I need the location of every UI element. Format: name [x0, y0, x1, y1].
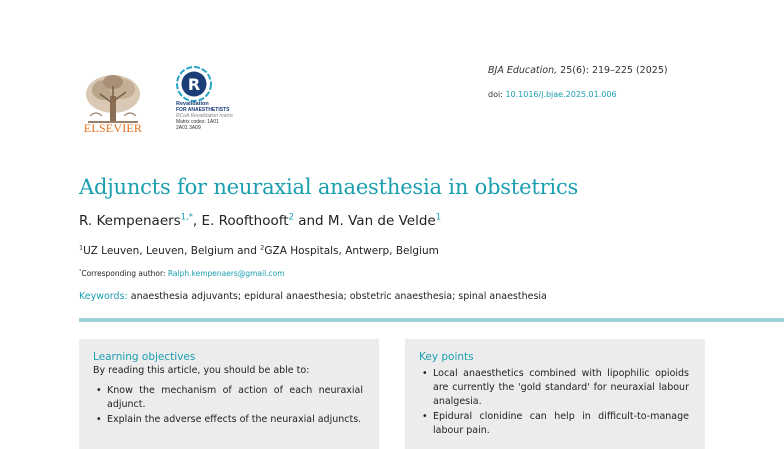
keywords-text: anaesthesia adjuvants; epidural anaesthesia; obstetric anaesthesia; spinal anaesthesia — [127, 291, 547, 302]
revalidation-line3: RCoA Revalidation matrix — [176, 113, 234, 119]
author-separator: and — [293, 213, 328, 229]
citation-details: 25(6): 219–225 (2025) — [557, 65, 668, 76]
revalidation-line5: 2A01 3A09 — [176, 125, 201, 131]
revalidation-line2: FOR ANAESTHETISTS — [176, 107, 230, 113]
learning-objectives-list — [93, 384, 363, 428]
revalidation-line4: Matrix codes: 1A01 — [176, 119, 219, 125]
author-list — [79, 213, 441, 229]
list-item: • Local anaesthetics combined with lipophilic opioids are currently the 'gold standard' for neuraxial labour analgesia. — [419, 367, 689, 409]
list-item: • Know the mechanism of action of each neuraxial adjunct. — [93, 384, 363, 412]
svg-text:R: R — [187, 75, 201, 94]
revalidation-badge-text — [176, 101, 236, 131]
journal-name: BJA Education, — [488, 65, 558, 76]
author-affiliation-mark[interactable]: 1,* — [180, 211, 193, 222]
citation — [488, 65, 668, 76]
revalidation-badge-icon — [176, 66, 212, 102]
revalidation-brand: Revalidation — [176, 101, 209, 107]
keywords-line — [79, 291, 547, 302]
author-affiliation-mark[interactable]: 2 — [288, 211, 294, 222]
author-affiliation-mark[interactable]: 1 — [435, 211, 442, 222]
affiliation-text: GZA Hospitals, Antwerp, Belgium — [264, 245, 439, 257]
author-name: E. Roofthooft — [201, 213, 289, 229]
section-divider — [79, 318, 784, 322]
learning-objectives-intro: By reading this article, you should be able to: — [93, 365, 310, 376]
corresponding-mark: * — [79, 269, 82, 275]
affiliation-mark: 1 — [79, 243, 84, 252]
article-title: Adjuncts for neuraxial anaesthesia in obstetrics — [79, 175, 579, 199]
doi-line — [488, 90, 617, 99]
key-points-title: Key points — [419, 351, 474, 363]
learning-objectives-title: Learning objectives — [93, 351, 196, 363]
key-points-box — [405, 339, 705, 449]
doi-label: doi: — [488, 90, 506, 99]
keywords-label: Keywords: — [79, 291, 128, 302]
list-item: • Explain the adverse effects of the neuraxial adjuncts. — [93, 413, 363, 427]
affiliation-text: UZ Leuven, Leuven, Belgium and — [83, 245, 261, 257]
key-points-list — [419, 367, 689, 439]
affiliations — [79, 245, 439, 257]
author-name: M. Van de Velde — [327, 213, 436, 229]
author-name: R. Kempenaers — [79, 213, 181, 229]
publisher-wordmark: ELSEVIER — [83, 121, 143, 135]
author-separator: , — [192, 213, 202, 229]
affiliation-mark: 2 — [260, 243, 265, 252]
doi-link[interactable]: 10.1016/j.bjae.2025.01.006 — [505, 90, 617, 99]
corresponding-author — [79, 269, 285, 278]
list-item: • Epidural clonidine can help in difficult-to-manage labour pain. — [419, 410, 689, 438]
corresponding-label: Corresponding author: — [81, 269, 168, 278]
learning-objectives-box — [79, 339, 379, 449]
corresponding-email-link[interactable]: Ralph.kempenaers@gmail.com — [167, 269, 285, 278]
